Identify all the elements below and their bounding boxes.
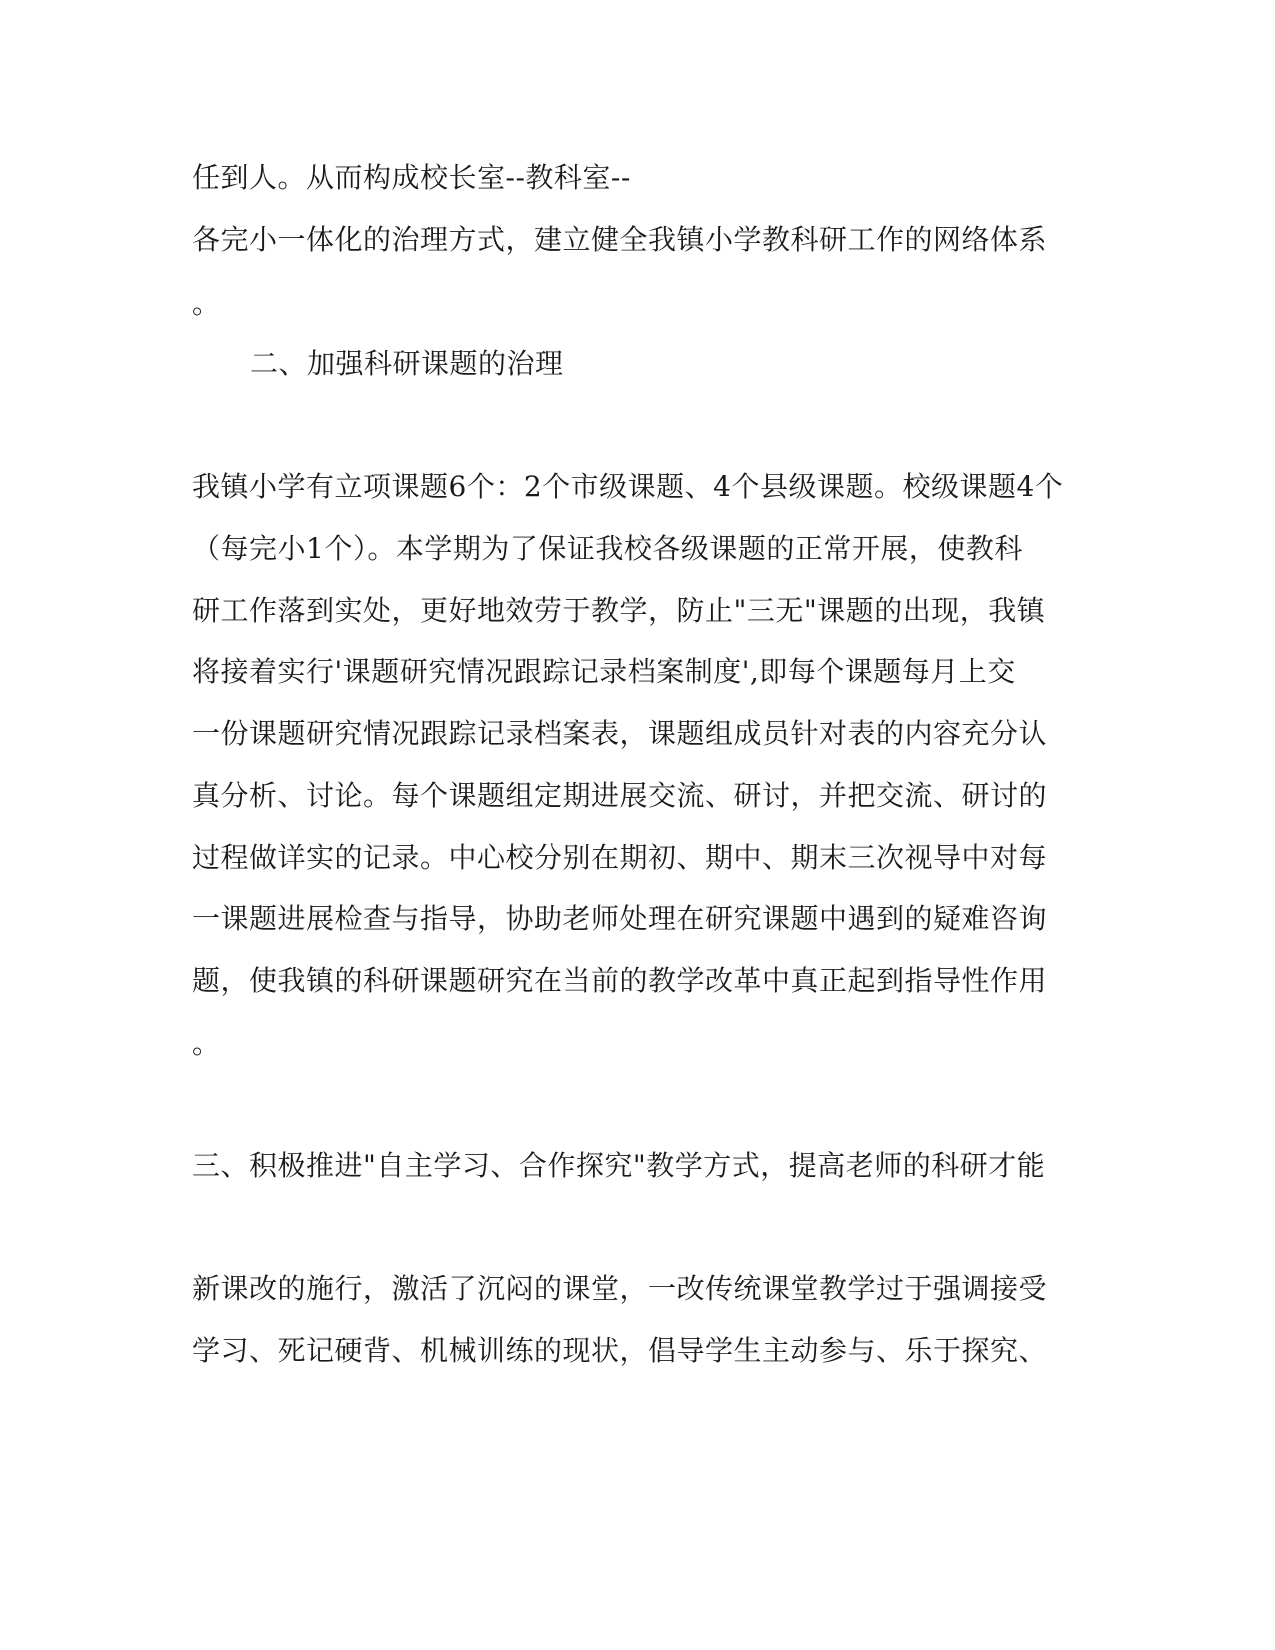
text-line: 将接着实行'课题研究情况跟踪记录档案制度',即每个课题每月上交 <box>192 655 1016 688</box>
text-line: 一份课题研究情况跟踪记录档案表，课题组成员针对表的内容充分认 <box>192 717 1048 750</box>
text-line: 题，使我镇的科研课题研究在当前的教学改革中真正起到指导性作用 <box>192 964 1048 997</box>
text-line: 我镇小学有立项课题6个：2个市级课题、4个县级课题。校级课题4个 <box>192 470 1064 503</box>
text-line: 新课改的施行，激活了沉闷的课堂，一改传统课堂教学过于强调接受 <box>192 1272 1048 1305</box>
text-line: 。 <box>192 1027 221 1060</box>
text-line: 过程做详实的记录。中心校分别在期初、期中、期末三次视导中对每 <box>192 841 1048 874</box>
text-line: 。 <box>192 287 221 320</box>
section-heading: 三、积极推进"自主学习、合作探究"教学方式，提高老师的科研才能 <box>192 1149 1046 1182</box>
section-heading: 二、加强科研课题的治理 <box>250 347 564 380</box>
text-line: 学习、死记硬背、机械训练的现状，倡导学生主动参与、乐于探究、 <box>192 1334 1048 1367</box>
text-line: 任到人。从而构成校长室--教科室-- <box>192 161 631 194</box>
text-line: 真分析、讨论。每个课题组定期进展交流、研讨，并把交流、研讨的 <box>192 779 1048 812</box>
text-line: 各完小一体化的治理方式，建立健全我镇小学教科研工作的网络体系 <box>192 223 1048 256</box>
text-line: 研工作落到实处，更好地效劳于教学，防止"三无"课题的出现，我镇 <box>192 594 1046 627</box>
text-line: 一课题进展检查与指导，协助老师处理在研究课题中遇到的疑难咨询 <box>192 902 1048 935</box>
text-line: （每完小1个）。本学期为了保证我校各级课题的正常开展，使教科 <box>192 532 1023 565</box>
